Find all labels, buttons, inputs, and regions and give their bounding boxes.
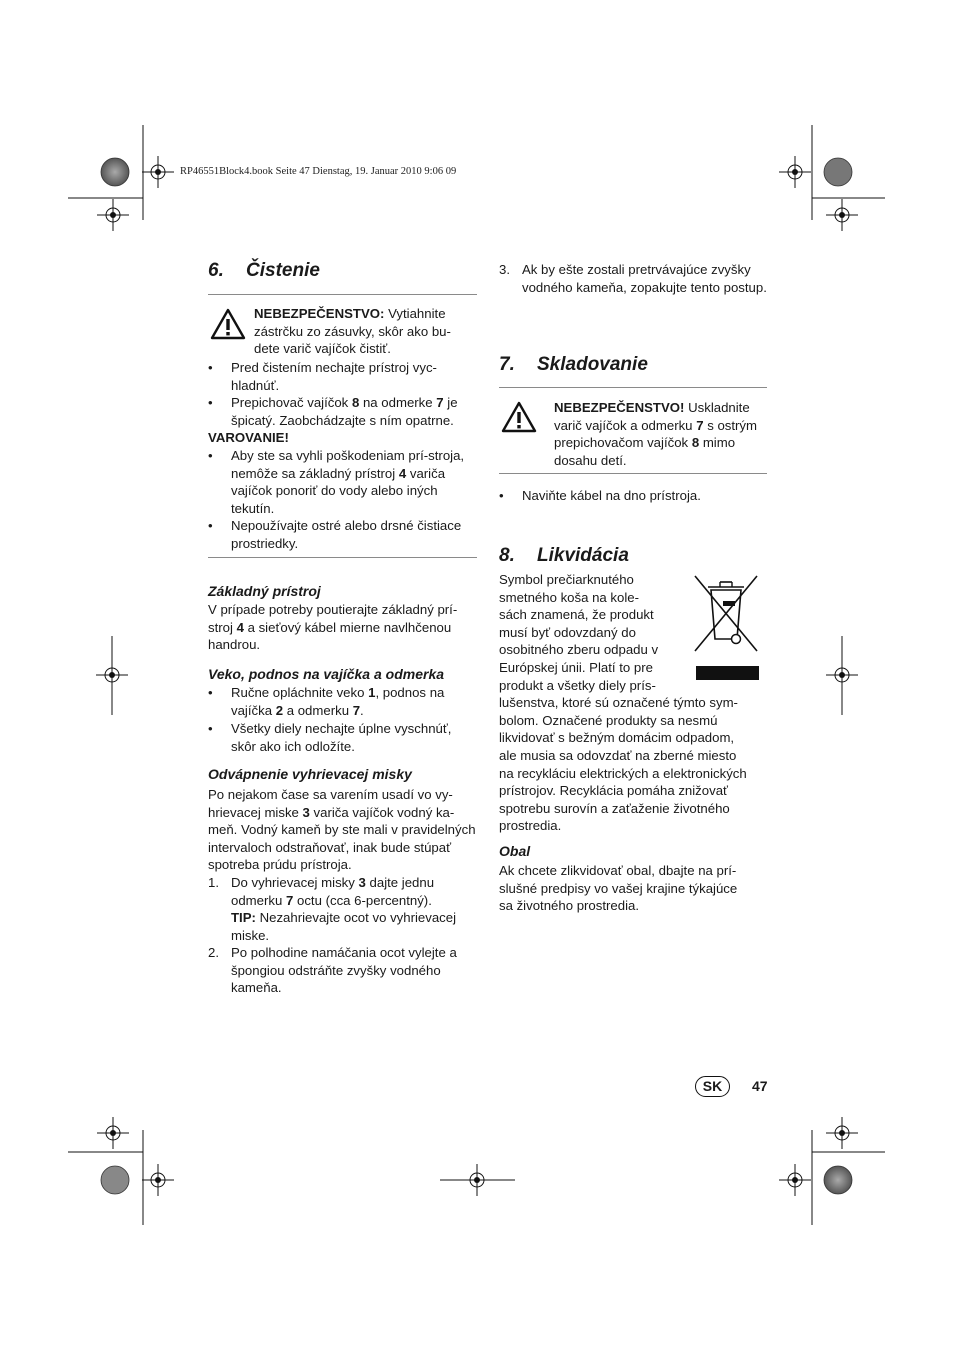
section-number: 6. — [208, 260, 224, 281]
page-number: 47 — [752, 1078, 768, 1094]
section-title: Čistenie — [246, 260, 320, 281]
subsection-title: Odvápnenie vyhrievacej misky — [208, 766, 412, 782]
print-header: RP46551Block4.book Seite 47 Dienstag, 19. Januar 2010 9:06 09 — [180, 166, 457, 177]
divider — [208, 557, 477, 558]
warning-label: NEBEZPEČENSTVO: — [254, 306, 385, 321]
caution-label: VAROVANIE! — [208, 430, 289, 445]
subsection-title: Základný prístroj — [208, 583, 321, 599]
paragraph: Po nejakom čase sa varením usadí vo vy-hrievacej miske 3 variča vajíčok vodný ka-meň. Vodný kameň by ste mali v pravidelných intervaloch odstraňovať, inak bude stúpať spotreba prúdu prístroja. — [208, 787, 476, 873]
warning-text: NEBEZPEČENSTVO! Uskladnite varič vajíčok a odmerku 7 s ostrým prepichovačom vajíčok 8 mimo dosahu detí. — [554, 400, 758, 468]
disposal-paragraph: Symbol prečiarknutého smetného koša na kole- sách znamená, že produkt musí byť odovzdaný do osobitného zberu odpadu v Európskej únii. Platí to pre produkt a všetky diely prís- lušenstva, ktoré sú označené týmto sym- bolom. Označené produkty sa nesmú likvidovať s bežným domácim odpadom, ale musia sa odovzdať na zberné miesto na recykláciu elektrických a elektronických prístrojov. Recyklácia pomáha znižovať spotrebu surovín a zaťaženie životného prostredia. — [499, 572, 747, 834]
paragraph: V prípade potreby poutierajte základný prí-stroj 4 a sieťový kábel mierne navlhčenou handrou. — [208, 602, 458, 653]
divider — [499, 387, 767, 388]
section-6-heading — [208, 260, 320, 282]
section-7-heading: 7. Skladovanie — [499, 354, 648, 375]
subsection-title: Obal — [499, 843, 531, 859]
divider — [499, 473, 767, 474]
divider — [208, 294, 477, 295]
warning-text: NEBEZPEČENSTVO: Vytiahnite zástrčku zo zásuvky, skôr ako bu-dete varič vajíčok čistiť. — [254, 306, 451, 357]
warning-triangle-icon — [210, 308, 246, 340]
section-8-heading: 8. Likvidácia — [499, 545, 629, 566]
subsection-title: Veko, podnos na vajíčka a odmerka — [208, 666, 445, 682]
packaging-paragraph: Ak chcete zlikvidovať obal, dbajte na prí- slušné predpisy vo vašej krajine týkajúce sa životného prostredia. — [499, 863, 738, 914]
warning-triangle-icon — [501, 401, 537, 433]
language-badge: SK — [695, 1076, 730, 1097]
